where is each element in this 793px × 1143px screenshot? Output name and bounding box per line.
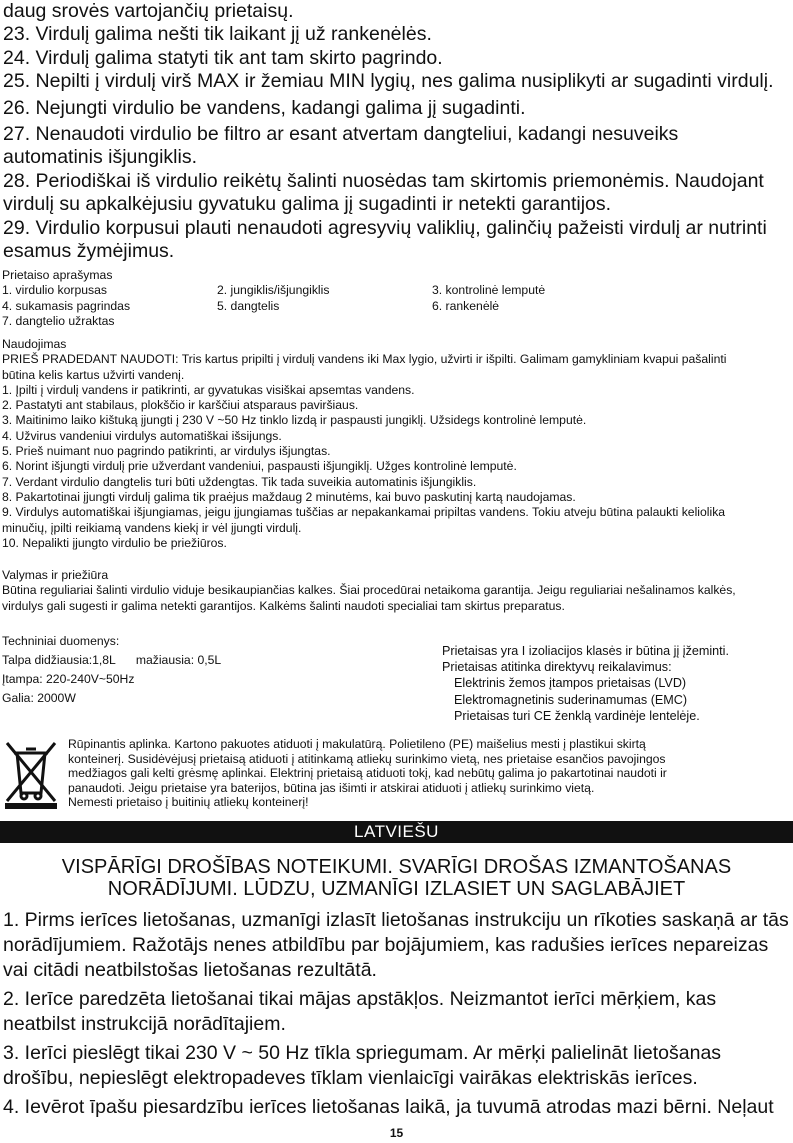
text-line: panaudoti. Jeigu prietaise yra baterijos, būtina jas išimti ir atskirai atiduoti į atliekų surinkimo vietą. bbox=[68, 780, 595, 795]
section-heading: Prietaiso aprašymas bbox=[2, 268, 113, 282]
text-line: 24. Virdulį galima statyti tik ant tam skirto pagrindo. bbox=[3, 46, 443, 69]
text-paragraph: 4. Ievērot īpašu piesardzību ierīces lietošanas laikā, ja tuvumā atrodas mazi bērni. Neļaut bbox=[3, 1096, 774, 1118]
safety-list-lv bbox=[0, 908, 790, 1120]
text-line: 29. Virdulio korpusui plauti nenaudoti agresyvių valiklių, galinčių pažeisti virdulį ar nutrinti bbox=[3, 216, 767, 239]
text-line: būtina kelis kartus užvirti vandenį. bbox=[2, 367, 185, 382]
text-line: Nemesti prietaiso į buitinių atliekų konteinerį! bbox=[68, 795, 309, 809]
section-heading: Techniniai duomenys: bbox=[2, 634, 120, 648]
part-item: 3. kontrolinė lemputė bbox=[432, 283, 546, 298]
safety-list-lt bbox=[0, 0, 790, 263]
text-line: 23. Virdulį galima nešti tik laikant jį už rankenėlės. bbox=[3, 23, 432, 46]
section-heading: Naudojimas bbox=[2, 337, 67, 351]
page-number: 15 bbox=[389, 1126, 404, 1140]
part-item: 5. dangtelis bbox=[217, 298, 280, 313]
text-line: 10. Nepalikti įjungto virdulio be priežiūros. bbox=[2, 535, 227, 550]
text-line: 7. Verdant virdulio dangtelis turi būti uždengtas. Tik tada suveikia automatinis išjungiklis. bbox=[2, 474, 477, 489]
directive-item: Prietaisas turi CE ženklą vardinėje lentelėje. bbox=[454, 708, 700, 723]
text-line: konteinerį. Susidėvėjusį prietaisą atiduoti į atitinkamą atliekų surinkimo vietą, nes prietaise esančios pavojingos bbox=[68, 751, 666, 766]
part-item: 1. virdulio korpusas bbox=[2, 283, 107, 298]
text-line: 26. Nejungti virdulio be vandens, kadangi galima jį sugadinti. bbox=[3, 96, 526, 119]
text-line: 5. Prieš nuimant nuo pagrindo patikrinti, ar virdulys išjungtas. bbox=[2, 444, 331, 459]
text-line: Prietaisas yra I izoliacijos klasės ir būtina jį įžeminti. bbox=[442, 644, 729, 658]
text-paragraph: 3. Ierīci pieslēgt tikai 230 V ~ 50 Hz tīkla spriegumam. Ar mērķi palielināt lietošanas drošību, nepieslēgt elektropadeves tīklam vienlaicīgi vairākas elektriskās ierīces. bbox=[3, 1042, 722, 1089]
directive-item: Elektromagnetinis suderinamumas (EMC) bbox=[454, 692, 688, 707]
text-line: PRIEŠ PRADEDANT NAUDOTI: Tris kartus pripilti į virdulį vandens iki Max lygio, užvirti ir išpilti. Galimam gamykliniam kvapui pašalinti bbox=[2, 352, 727, 367]
text-line: esamus žymėjimus. bbox=[3, 240, 175, 263]
capacity-max: Talpa didžiausia:1,8L bbox=[2, 653, 116, 667]
device-description bbox=[0, 268, 790, 329]
care-section bbox=[0, 568, 790, 614]
text-line: 4. Užvirus vandeniui virdulys automatiškai išsijungs. bbox=[2, 428, 282, 443]
text-line: daug srovės vartojančių prietaisų. bbox=[3, 0, 294, 22]
text-line: 3. Maitinimo laiko kištuką įjungti į 230 V ~50 Hz tinklo lizdą ir paspausti jungiklį. Užsidegs kontrolinė lemputė. bbox=[2, 413, 587, 428]
text-line: 9. Virdulys automatiškai išjungiamas, jeigu įjungiamas tuščias ar nepakankamai pripiltas vandens. Tokiu atveju būtina palaukti keliolika bbox=[2, 505, 726, 520]
usage-section bbox=[0, 337, 790, 551]
text-line: 27. Nenaudoti virdulio be filtro ar esant atvertam dangteliui, kadangi nesuveiks bbox=[3, 123, 679, 146]
lv-title bbox=[0, 856, 793, 900]
title-line: VISPĀRĪGI DROŠĪBAS NOTEIKUMI. SVARĪGI DROŠAS IZMANTOŠANAS bbox=[61, 856, 732, 878]
text-paragraph: 2. Ierīce paredzēta lietošanai tikai mājas apstākļos. Neizmantot ierīci mērķiem, kas neatbilst instrukcijā norādītajiem. bbox=[3, 988, 717, 1035]
part-item: 7. dangtelio užraktas bbox=[2, 313, 115, 328]
weee-bin-icon bbox=[3, 737, 59, 809]
language-section-bar: LATVIEŠU bbox=[0, 821, 793, 843]
text-line: 1. Įpilti į virdulį vandens ir patikrinti, ar gyvatukas visiškai apsemtas vandens. bbox=[2, 382, 415, 397]
text-line: Prietaisas atitinka direktyvų reikalavimus: bbox=[442, 660, 672, 675]
text-line: automatinis išjungiklis. bbox=[3, 146, 198, 169]
text-line: virdulys gali sugesti ir galima netekti garantijos. Kalkėms šalinti naudoti specialiai tam skirtus preparatus. bbox=[2, 598, 565, 613]
part-item: 2. jungiklis/išjungiklis bbox=[217, 283, 330, 298]
text-line: 6. Norint išjungti virdulį prie užverdant vandeniui, paspausti išjungiklį. Užges kontrolinė lemputė. bbox=[2, 459, 517, 474]
capacity-min: mažiausia: 0,5L bbox=[135, 653, 222, 667]
text-line: Rūpinantis aplinka. Kartono pakuotes atiduoti į makulatūrą. Polietileno (PE) maišelius mesti į plastikui skirtą bbox=[68, 737, 646, 751]
parts-grid bbox=[0, 283, 790, 329]
voltage: Įtampa: 220-240V~50Hz bbox=[2, 672, 135, 686]
text-line: 28. Periodiškai iš virdulio reikėtų šalinti nuosėdas tam skirtomis priemonėmis. Naudojant bbox=[3, 169, 764, 192]
text-line: medžiagos gali kelti grėsmę aplinkai. Elektrinį prietaisą atiduoti tokį, kad nebūtų galima jo pakartotinai naudoti ir bbox=[68, 766, 667, 780]
part-item: 6. rankenėlė bbox=[432, 298, 500, 313]
text-line: virdulį su apkalkėjusiu gyvatuku galima jį sugadinti ir netekti garantijos. bbox=[3, 193, 612, 216]
part-item: 4. sukamasis pagrindas bbox=[2, 298, 131, 313]
section-heading: Valymas ir priežiūra bbox=[2, 568, 109, 582]
directive-item: Elektrinis žemos įtampos prietaisas (LVD) bbox=[454, 676, 687, 691]
text-paragraph: 1. Pirms ierīces lietošanas, uzmanīgi izlasīt lietošanas instrukciju un rīkoties saskaņā ar tās norādījumiem. Ražotājs nenes atbildību par bojājumiem, kas radušies ierīces nepareizas vai citādi neatbilstošas lietošanas rezultātā. bbox=[3, 909, 789, 981]
text-line: minučių, įpilti reikiamą vandens kiekį ir vėl įjungti virdulį. bbox=[2, 520, 302, 535]
environment-note bbox=[66, 737, 790, 810]
text-line: 2. Pastatyti ant stabilaus, plokščio ir karščiui atsparaus paviršiaus. bbox=[2, 398, 359, 413]
text-line: Būtina reguliariai šalinti virdulio viduje besikaupiančias kalkes. Šiai procedūrai netaikoma garantija. Jeigu reguliariai nešalinamos kalkės, bbox=[2, 583, 736, 598]
text-line: 25. Nepilti į virdulį virš MAX ir žemiau MIN lygių, nes galima nusiplikyti ar sugadinti virdulį. bbox=[3, 70, 774, 93]
title-line: NORĀDĪJUMI. LŪDZU, UZMANĪGI IZLASIET UN SAGLABĀJIET bbox=[107, 878, 686, 900]
text-line: 8. Pakartotinai įjungti virdulį galima tik praėjus maždaug 2 minutėms, kai buvo paskutinį kartą naudojamas. bbox=[2, 489, 576, 504]
tech-data bbox=[0, 632, 430, 708]
power: Galia: 2000W bbox=[2, 691, 76, 705]
compliance-info bbox=[440, 643, 790, 724]
